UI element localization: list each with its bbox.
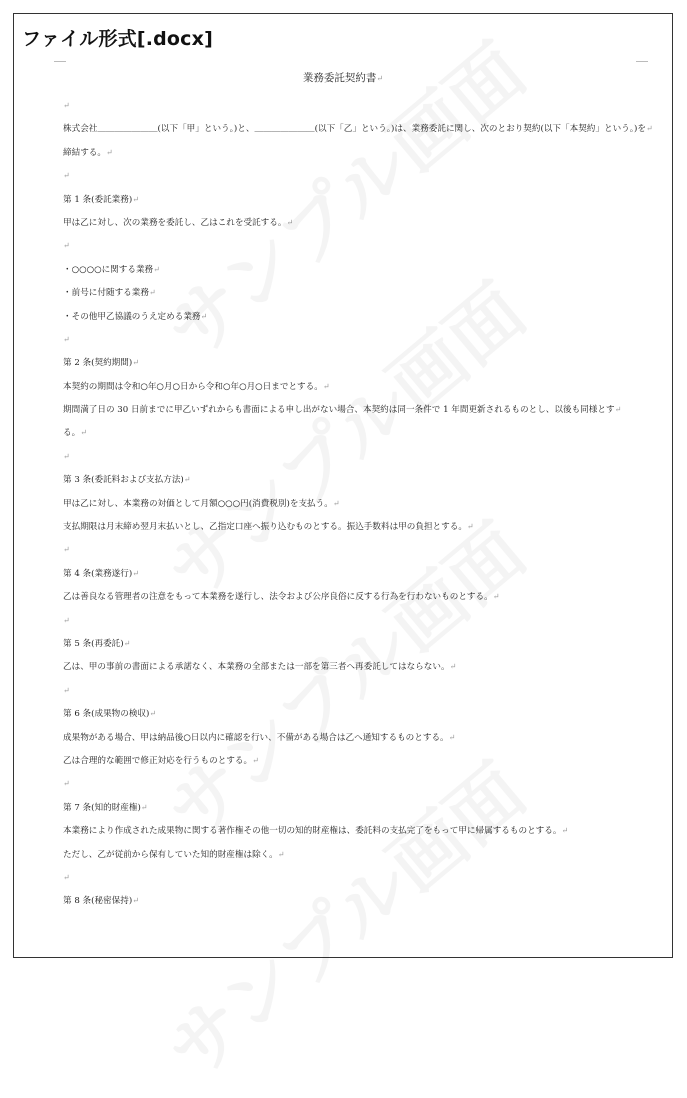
return-mark-icon: ↵ — [149, 709, 157, 719]
document-line-text: 第 5 条(再委託) — [63, 638, 124, 649]
page-corner-mark-left — [54, 61, 66, 62]
return-mark-icon: ↵ — [252, 755, 259, 765]
return-mark-icon: ↵ — [105, 147, 113, 157]
document-line-text: 甲は乙に対し、本業務の対価として月額○○○円(消費税別)を支払う。 — [63, 498, 333, 509]
return-mark-icon: ↵ — [286, 217, 294, 227]
document-line — [63, 351, 648, 374]
document-line — [63, 211, 648, 234]
document-line — [63, 188, 648, 211]
document-line-text: 株式会社＿＿＿＿＿＿＿(以下「甲」という。)と、＿＿＿＿＿＿＿(以下「乙」という。)は、業務委託に関し、次のとおり契約(以下「本契約」という。)を — [63, 124, 647, 135]
return-mark-icon: ↵ — [63, 241, 70, 251]
document-line — [63, 796, 648, 819]
document-line — [63, 819, 648, 842]
document-line — [63, 421, 648, 444]
return-mark-icon: ↵ — [322, 381, 330, 391]
document-line-text: ただし、乙が従前から保有していた知的財産権は除く。 — [63, 849, 278, 860]
return-mark-icon: ↵ — [63, 334, 70, 344]
document-line — [63, 538, 648, 561]
document-line — [63, 328, 648, 351]
document-line — [63, 281, 648, 304]
return-mark-icon: ↵ — [492, 592, 500, 602]
document-line-text: 第 2 条(契約期間) — [63, 358, 133, 369]
return-mark-icon: ↵ — [80, 428, 87, 438]
document-line — [63, 164, 648, 187]
return-mark-icon: ↵ — [200, 311, 208, 321]
document-line-text: る。 — [63, 428, 81, 439]
document-line — [63, 562, 648, 585]
document-body — [63, 94, 653, 913]
document-line-text: ・○○○○に関する業務 — [63, 264, 154, 275]
document-line — [63, 609, 648, 632]
return-mark-icon: ↵ — [63, 615, 70, 625]
return-mark-icon: ↵ — [449, 662, 457, 672]
document-line-text: 本業務により作成された成果物に関する著作権その他一切の知的財産権は、委託料の支払完了をもって甲に帰属するものとする。 — [63, 826, 562, 837]
return-mark-icon: ↵ — [148, 288, 156, 298]
document-line — [63, 398, 648, 421]
document-line — [63, 141, 648, 164]
return-mark-icon: ↵ — [448, 732, 456, 742]
document-line-text: 第 4 条(業務遂行) — [63, 568, 133, 579]
document-line-text: 期間満了日の 30 日前までに甲乙いずれからも書面による申し出がない場合、本契約は同一条件で 1 年間更新されるものとし、以後も同様とす — [63, 405, 615, 416]
document-frame — [13, 13, 673, 958]
return-mark-icon: ↵ — [646, 124, 653, 134]
document-line — [63, 375, 648, 398]
document-line-text: 支払期限は月末締め翌月末払いとし、乙指定口座へ振り込むものとする。振込手数料は甲の負担とする。 — [63, 522, 467, 533]
document-line — [63, 889, 648, 912]
return-mark-icon: ↵ — [63, 779, 70, 789]
document-line-text: ・前号に付随する業務 — [63, 288, 149, 299]
return-mark-icon: ↵ — [63, 545, 70, 555]
document-line-text: ・その他甲乙協議のうえ定める業務 — [63, 311, 201, 322]
document-line — [63, 305, 648, 328]
document-line — [63, 866, 648, 889]
document-line-text: 締結する。 — [63, 147, 106, 158]
document-line — [63, 515, 648, 538]
format-title: ファイル形式[.docx] — [22, 28, 213, 50]
return-mark-icon: ↵ — [132, 568, 139, 578]
return-mark-icon: ↵ — [63, 451, 70, 461]
return-mark-icon: ↵ — [614, 405, 622, 415]
document-line — [63, 679, 648, 702]
document-line-text: 成果物がある場合、甲は納品後○日以内に確認を行い、不備がある場合は乙へ通知するものとする。 — [63, 732, 449, 743]
document-line-text: 第 8 条(秘密保持) — [63, 896, 133, 907]
document-line-text: 本契約の期間は令和○年○月○日から令和○年○月○日までとする。 — [63, 381, 323, 392]
return-mark-icon: ↵ — [277, 849, 285, 859]
document-line-text: 第 1 条(委託業務) — [63, 194, 133, 205]
document-line — [63, 749, 648, 772]
return-mark-icon: ↵ — [466, 522, 474, 532]
document-line-text: 乙は、甲の事前の書面による承諾なく、本業務の全部または一部を第三者へ再委託してはならない。 — [63, 662, 450, 673]
document-line-text: 第 3 条(委託料および支払方法) — [63, 475, 184, 486]
document-line — [63, 632, 648, 655]
document-line-text: 乙は合理的な範囲で修正対応を行うものとする。 — [63, 755, 253, 766]
document-line — [63, 445, 648, 468]
document-line-text: 第 7 条(知的財産権) — [63, 802, 141, 813]
return-mark-icon: ↵ — [63, 171, 70, 181]
document-line — [63, 258, 648, 281]
document-line — [63, 468, 648, 491]
document-line — [63, 492, 648, 515]
return-mark-icon: ↵ — [123, 638, 131, 648]
return-mark-icon: ↵ — [132, 194, 139, 204]
document-line — [63, 655, 648, 678]
return-mark-icon: ↵ — [63, 685, 70, 695]
return-mark-icon: ↵ — [63, 101, 70, 110]
document-line-text: 甲は乙に対し、次の業務を委託し、乙はこれを受託する。 — [63, 217, 287, 228]
document-line — [63, 234, 648, 257]
document-line — [63, 772, 648, 795]
document-line-text: 乙は善良なる管理者の注意をもって本業務を遂行し、法令および公序良俗に反する行為を行わないものとする。 — [63, 592, 493, 603]
return-mark-icon: ↵ — [132, 358, 139, 368]
return-mark-icon: ↵ — [332, 498, 340, 508]
return-mark-icon: ↵ — [153, 264, 160, 274]
document-line — [63, 843, 648, 866]
return-mark-icon: ↵ — [561, 826, 569, 836]
document-line — [63, 585, 648, 608]
return-mark-icon: ↵ — [140, 802, 148, 812]
document-line-text: 第 6 条(成果物の検収) — [63, 709, 150, 720]
return-mark-icon: ↵ — [63, 872, 70, 882]
document-title-text: 業務委託契約書 — [302, 72, 377, 84]
return-mark-icon: ↵ — [376, 74, 384, 83]
document-title — [14, 70, 672, 85]
document-line — [63, 702, 648, 725]
document-line — [63, 726, 648, 749]
page-corner-mark-right — [636, 61, 648, 62]
document-line — [63, 117, 653, 140]
document-line — [63, 94, 648, 117]
return-mark-icon: ↵ — [183, 475, 191, 485]
return-mark-icon: ↵ — [132, 896, 139, 906]
